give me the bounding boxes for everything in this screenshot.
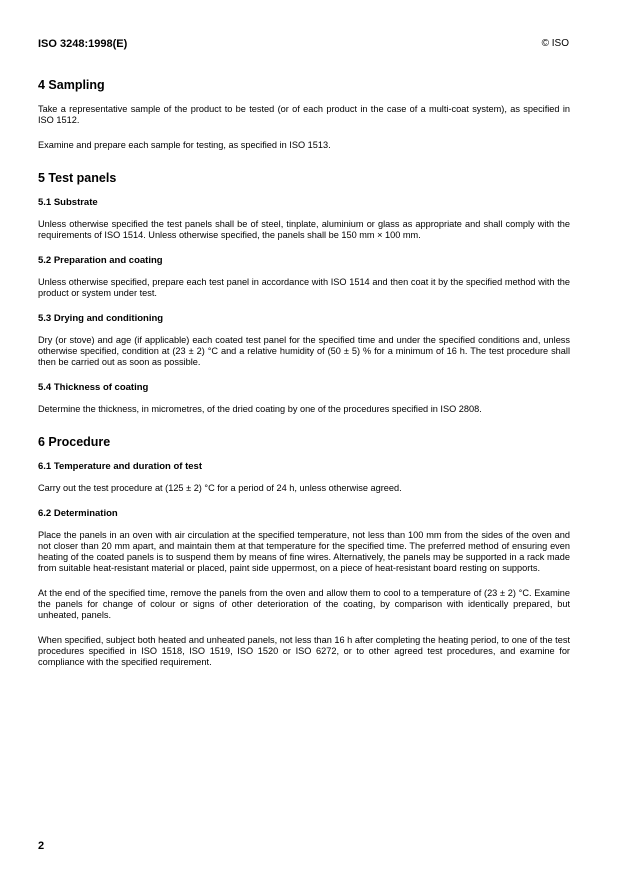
copyright-notice: © ISO [541, 38, 569, 49]
section-5-3-heading: 5.3 Drying and conditioning [38, 313, 164, 324]
section-5-2-heading: 5.2 Preparation and coating [38, 255, 163, 266]
section-5-1-heading: 5.1 Substrate [38, 197, 98, 208]
section-4-paragraph-2: Examine and prepare each sample for testing, as specified in ISO 1513. [38, 140, 331, 150]
section-5-4-heading: 5.4 Thickness of coating [38, 382, 149, 393]
section-5-4-paragraph: Determine the thickness, in micrometres, of the dried coating by one of the procedures specified in ISO 2808. [38, 404, 482, 414]
section-6-heading: 6 Procedure [38, 435, 111, 449]
section-5-heading: 5 Test panels [38, 171, 117, 185]
document-id: ISO 3248:1998(E) [38, 38, 128, 50]
section-6-2-paragraph-1: Place the panels in an oven with air circulation at the specified temperature, not less than 100 mm from the sides of the oven and not closer than 20 mm apart, and maintain them at that temperature for the specified time. The preferred method of ensuring even heating of the coated panels is to suspend them by means of fine wires. Alternatively, the panels may be supported in a rack made from suitable heat-resistant material or placed, paint side uppermost, on a piece of heat-resistant board resting on supports. [38, 530, 570, 573]
section-4-paragraph-1: Take a representative sample of the product to be tested (or of each product in the case of a multi-coat system), as specified in ISO 1512. [38, 104, 570, 125]
section-6-1-paragraph: Carry out the test procedure at (125 ± 2) °C for a period of 24 h, unless otherwise agreed. [38, 483, 402, 493]
section-5-1-paragraph: Unless otherwise specified the test panels shall be of steel, tinplate, aluminium or glass as appropriate and shall comply with the requirements of ISO 1514. Unless otherwise specified, the panels shall be 150 mm × 100 mm. [38, 219, 570, 240]
section-6-2-paragraph-2: At the end of the specified time, remove the panels from the oven and allow them to cool to a temperature of (23 ± 2) °C. Examine the panels for change of colour or signs of other deterioration of the coating, by comparison with identically prepared, but unheated, panels. [38, 588, 570, 620]
section-4-heading: 4 Sampling [38, 78, 105, 92]
section-6-1-heading: 6.1 Temperature and duration of test [38, 461, 202, 472]
page-number: 2 [38, 840, 45, 852]
section-6-2-paragraph-3: When specified, subject both heated and unheated panels, not less than 16 h after completing the heating period, to one of the test procedures specified in ISO 1518, ISO 1519, ISO 1520 or ISO 6272, or to other agreed test procedures, and examine for compliance with the specified requirement. [38, 635, 570, 667]
page-body [38, 78, 570, 682]
section-5-2-paragraph: Unless otherwise specified, prepare each test panel in accordance with ISO 1514 and then coat it by the specified method with the product or system under test. [38, 277, 570, 298]
section-6-2-heading: 6.2 Determination [38, 508, 118, 519]
section-5-3-paragraph: Dry (or stove) and age (if applicable) each coated test panel for the specified time and under the specified conditions and, unless otherwise specified, condition at (23 ± 2) °C and a relative humidity of (50 ± 5) % for a minimum of 16 h. The test procedure shall then be carried out as soon as possible. [38, 335, 570, 367]
